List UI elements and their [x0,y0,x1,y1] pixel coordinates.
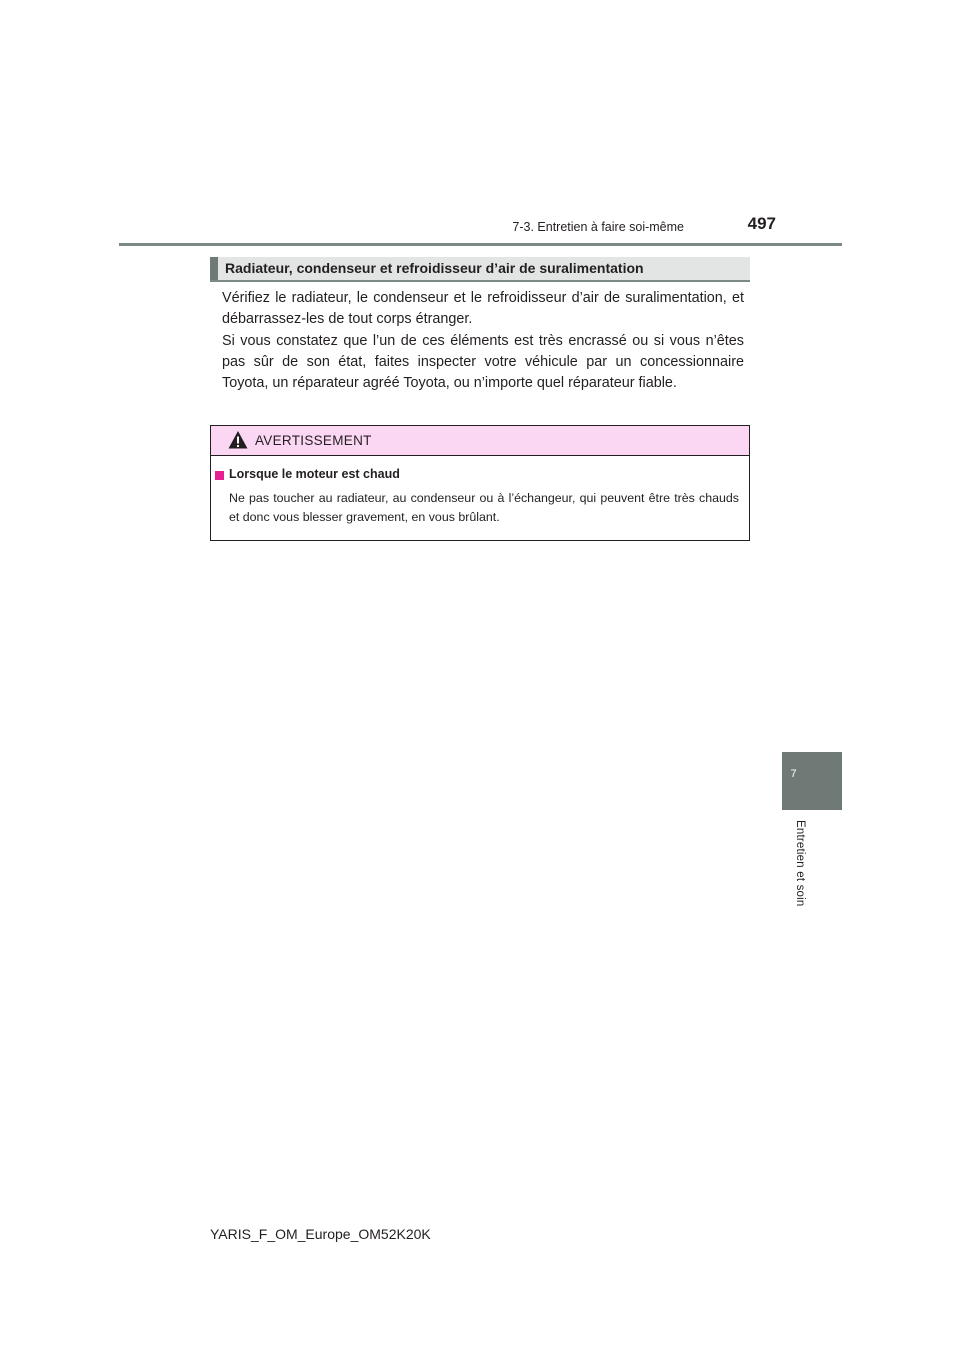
chapter-tab-number: 7 [790,768,797,780]
warning-box [210,425,750,541]
body-paragraph: Vérifiez le radiateur, le condenseur et le refroidisseur d’air de suralimentation, et débarrassez-les de tout corps étranger. [222,290,744,328]
warning-header [211,426,749,456]
section-body [222,288,744,394]
section-heading-marker [210,257,218,280]
page-number: 497 [747,214,776,233]
section-heading [210,257,750,282]
warning-triangle-icon [228,430,248,450]
body-paragraph: Si vous constatez que l’un de ces éléments est très encrassé ou si vous n’êtes pas sûr de son état, faites inspecter votre véhicule par un concessionnaire Toyota, un réparateur agréé Toyota, ou n’importe quel réparateur fiable. [222,332,744,392]
warning-item-text: Ne pas toucher au radiateur, au condenseur ou à l’échangeur, qui peuvent être très chauds et donc vous blesser gravement, en vous brûlant. [229,491,739,524]
header-divider [119,243,842,246]
chapter-tab [782,752,842,810]
chapter-tab-title: Entretien et soin [794,820,806,907]
header-section-title: 7-3. Entretien à faire soi-même [512,220,684,234]
warning-item-bullet [215,471,224,480]
section-heading-text: Radiateur, condenseur et refroidisseur d’air de suralimentation [225,260,644,276]
warning-title: AVERTISSEMENT [255,433,372,448]
document-code: YARIS_F_OM_Europe_OM52K20K [210,1226,431,1242]
warning-item-title: Lorsque le moteur est chaud [229,467,400,481]
